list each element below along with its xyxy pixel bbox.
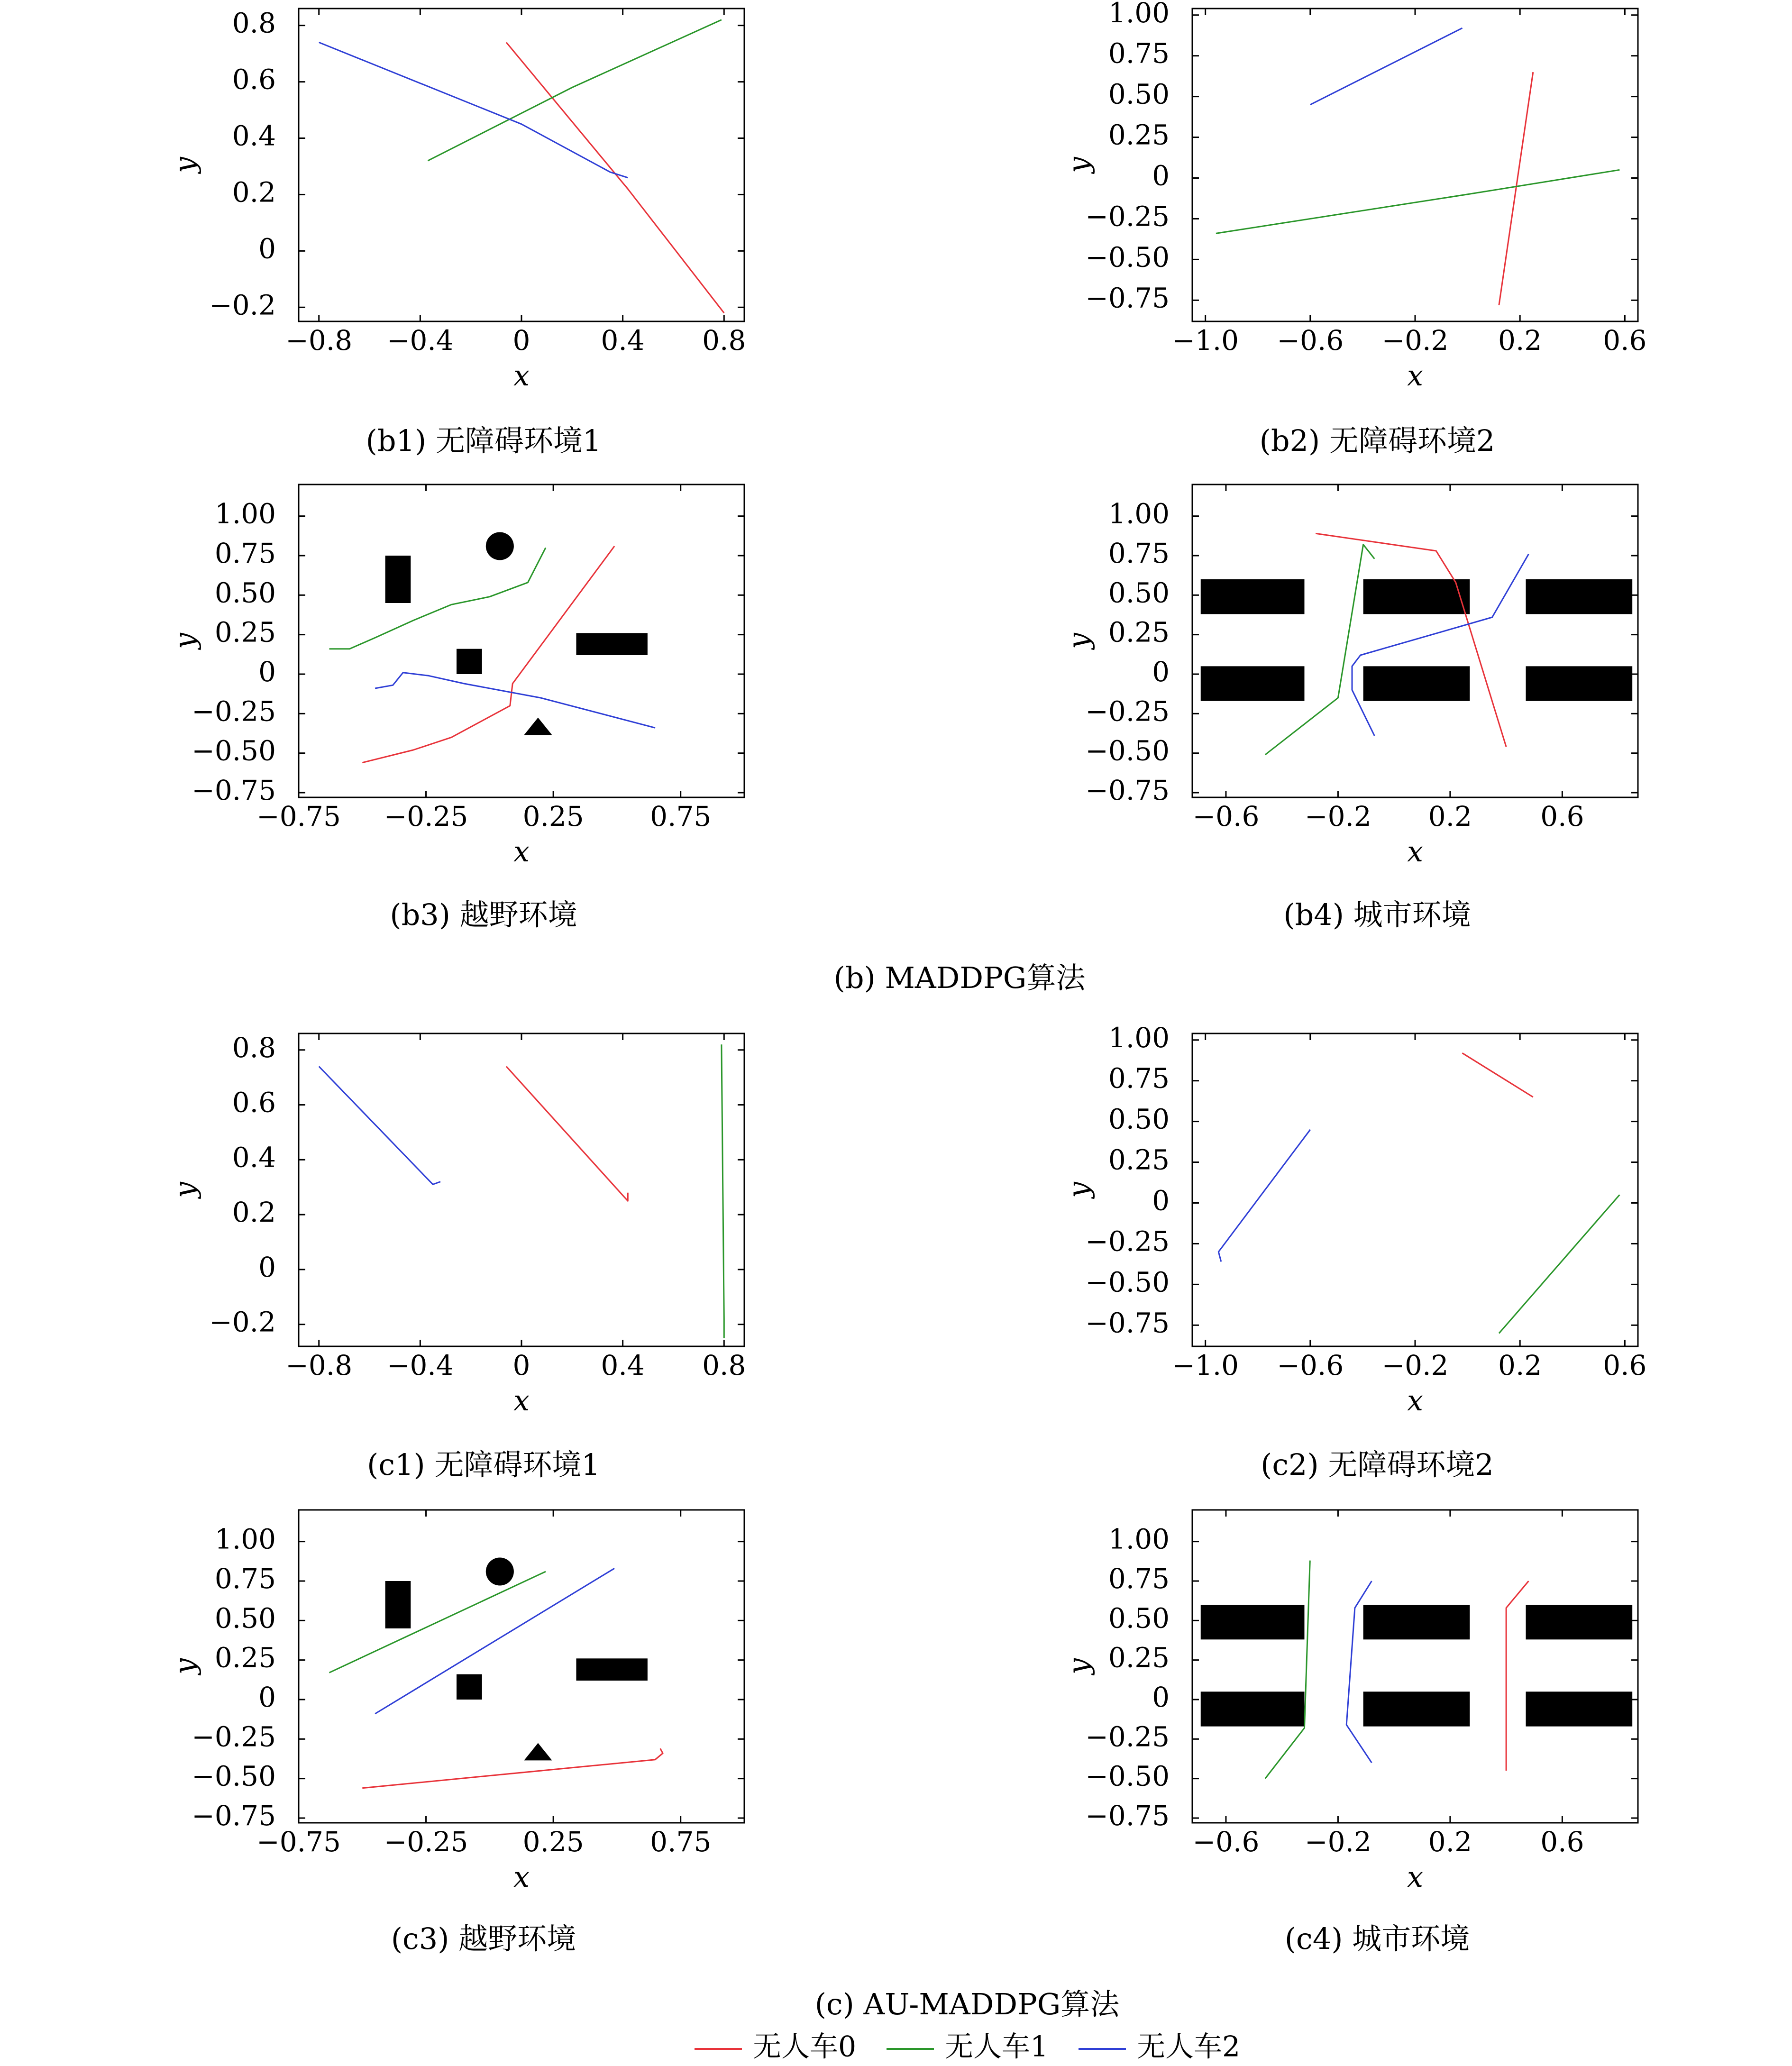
x-axis-label: x <box>1407 1861 1423 1894</box>
obstacle-rect-0 <box>1201 1605 1305 1639</box>
x-axis-label: x <box>1407 835 1423 868</box>
obstacle-rect-5 <box>1526 1691 1633 1726</box>
x-tick-label: −0.25 <box>384 1826 468 1858</box>
y-tick-label: 1.00 <box>214 497 276 530</box>
series-line-0 <box>362 1748 663 1788</box>
y-axis-label: y <box>168 633 202 649</box>
y-tick-label: 0.50 <box>214 1602 276 1635</box>
series-line-2 <box>375 1568 614 1714</box>
series-line-1 <box>1499 1195 1619 1333</box>
y-tick-label: 0.75 <box>1108 1563 1170 1595</box>
y-tick-label: 0.25 <box>214 616 276 649</box>
x-tick-label: 0 <box>512 324 530 357</box>
obstacle-triangle-4 <box>524 1743 552 1761</box>
obstacle-rect-3 <box>1201 666 1305 701</box>
panel-caption: (b3) 越野环境 <box>390 897 577 932</box>
panel-b3 <box>169 485 744 932</box>
y-tick-label: 0.25 <box>1108 616 1170 649</box>
y-tick-label: −0.50 <box>1085 734 1170 767</box>
x-tick-label: 0.25 <box>522 1826 584 1858</box>
obstacle-rect-2 <box>457 649 482 674</box>
panel-caption: (c4) 城市环境 <box>1284 1921 1470 1956</box>
panel-caption: (b2) 无障碍环境2 <box>1259 423 1495 458</box>
obstacle-rect-4 <box>1363 666 1470 701</box>
series-line-2 <box>1310 28 1463 105</box>
x-axis-label: x <box>513 1861 530 1894</box>
x-tick-label: 0.8 <box>702 324 746 357</box>
x-tick-label: −0.2 <box>1381 1349 1449 1381</box>
y-tick-label: 0 <box>1152 1184 1170 1217</box>
panel-c1 <box>169 1032 746 1482</box>
y-tick-label: 0.6 <box>232 63 276 96</box>
y-axis-label: y <box>168 157 202 173</box>
plot-frame <box>299 485 744 797</box>
y-tick-label: 1.00 <box>1108 497 1170 530</box>
y-tick-label: 0.2 <box>232 1196 276 1229</box>
y-axis-label: y <box>1062 1182 1096 1198</box>
y-tick-label: 0.50 <box>1108 1602 1170 1635</box>
y-tick-label: 0 <box>1152 159 1170 192</box>
plot-frame <box>1192 485 1638 797</box>
legend-label-1: 无人车1 <box>945 2030 1049 2064</box>
x-tick-label: 0.4 <box>601 1349 645 1381</box>
y-tick-label: −0.25 <box>1085 695 1170 728</box>
plot-frame <box>299 9 744 321</box>
series-line-0 <box>1463 1053 1533 1097</box>
plot-frame <box>299 1510 744 1823</box>
obstacle-rect-2 <box>457 1674 482 1700</box>
x-tick-label: −0.2 <box>1304 1826 1371 1858</box>
y-axis-label: y <box>1062 1658 1096 1674</box>
y-tick-label: 0.2 <box>232 176 276 209</box>
y-tick-label: −0.50 <box>192 734 276 767</box>
y-tick-label: 0 <box>1152 656 1170 688</box>
y-tick-label: 0.75 <box>214 537 276 570</box>
group-caption-c: (c) AU-MADDPG算法 <box>814 1987 1120 2022</box>
series-line-2 <box>1218 1130 1310 1262</box>
y-tick-label: −0.25 <box>192 695 276 728</box>
series-line-0 <box>506 1067 628 1201</box>
y-tick-label: −0.25 <box>1085 1225 1170 1258</box>
obstacle-triangle-4 <box>524 718 552 735</box>
series-line-1 <box>722 1044 724 1338</box>
series-line-2 <box>319 42 628 177</box>
y-tick-label: 0 <box>258 656 276 688</box>
obstacle-rect-2 <box>1526 1605 1633 1639</box>
obstacle-rect-3 <box>576 633 647 655</box>
y-tick-label: 0.50 <box>214 576 276 609</box>
obstacle-rect-0 <box>385 556 411 603</box>
series-line-0 <box>1506 1581 1528 1771</box>
y-tick-label: −0.75 <box>1085 1800 1170 1832</box>
obstacle-rect-1 <box>1363 579 1470 614</box>
y-axis-label: y <box>1062 633 1096 649</box>
x-tick-label: −0.4 <box>386 324 454 357</box>
x-tick-label: 0.8 <box>702 1349 746 1381</box>
obstacle-rect-3 <box>576 1658 647 1681</box>
obstacle-rect-2 <box>1526 579 1633 614</box>
y-tick-label: 0.25 <box>1108 1143 1170 1176</box>
obstacle-rect-4 <box>1363 1691 1470 1726</box>
y-tick-label: 1.00 <box>214 1523 276 1555</box>
panel-caption: (c2) 无障碍环境2 <box>1261 1447 1494 1482</box>
obstacle-rect-5 <box>1526 666 1633 701</box>
x-tick-label: −0.75 <box>256 800 341 832</box>
obstacle-circle-1 <box>486 1557 514 1585</box>
y-tick-label: 0.8 <box>232 1031 276 1064</box>
y-tick-label: 0.75 <box>214 1563 276 1595</box>
y-tick-label: −0.50 <box>1085 1760 1170 1792</box>
plot-frame <box>1192 1033 1638 1346</box>
y-tick-label: −0.75 <box>1085 282 1170 314</box>
obstacle-rect-0 <box>385 1581 411 1628</box>
panel-c4 <box>1062 1510 1638 1956</box>
y-tick-label: 0.75 <box>1108 537 1170 570</box>
series-line-1 <box>1265 1561 1310 1779</box>
series-line-2 <box>319 1067 440 1185</box>
x-tick-label: 0.2 <box>1428 800 1472 832</box>
x-axis-label: x <box>513 1384 530 1417</box>
x-tick-label: −0.8 <box>285 324 353 357</box>
panel-caption: (c3) 越野环境 <box>391 1921 576 1956</box>
y-tick-label: −0.75 <box>1085 774 1170 807</box>
plot-frame <box>1192 1510 1638 1823</box>
y-tick-label: −0.2 <box>209 1306 276 1338</box>
obstacle-rect-3 <box>1201 1691 1305 1726</box>
x-tick-label: 0.4 <box>601 324 645 357</box>
x-tick-label: 0 <box>512 1349 530 1381</box>
y-tick-label: 0.8 <box>232 7 276 39</box>
x-axis-label: x <box>513 359 530 393</box>
x-tick-label: −0.75 <box>256 1826 341 1858</box>
panel-b2 <box>1062 0 1647 458</box>
y-tick-label: 0 <box>258 232 276 265</box>
x-tick-label: −0.2 <box>1304 800 1371 832</box>
y-tick-label: 0.50 <box>1108 1103 1170 1135</box>
y-axis-label: y <box>168 1182 202 1198</box>
y-tick-label: −0.75 <box>192 774 276 807</box>
y-tick-label: 0.4 <box>232 119 276 152</box>
y-axis-label: y <box>168 1658 202 1674</box>
panel-b4 <box>1062 485 1638 932</box>
obstacle-circle-1 <box>486 532 514 560</box>
y-tick-label: −0.25 <box>1085 1720 1170 1753</box>
x-tick-label: 0.2 <box>1498 324 1542 357</box>
y-tick-label: −0.25 <box>1085 200 1170 233</box>
x-tick-label: −0.25 <box>384 800 468 832</box>
x-tick-label: 0.25 <box>522 800 584 832</box>
y-tick-label: 1.00 <box>1108 0 1170 29</box>
y-tick-label: 0.25 <box>1108 1641 1170 1674</box>
x-tick-label: −0.4 <box>386 1349 454 1381</box>
x-tick-label: −0.2 <box>1381 324 1449 357</box>
y-tick-label: 0 <box>1152 1681 1170 1714</box>
y-tick-label: −0.75 <box>1085 1307 1170 1339</box>
y-tick-label: 0.4 <box>232 1141 276 1174</box>
legend <box>695 2030 1240 2064</box>
y-tick-label: 0.6 <box>232 1086 276 1119</box>
y-tick-label: 0.25 <box>1108 119 1170 151</box>
x-axis-label: x <box>1407 359 1423 393</box>
x-tick-label: 0.6 <box>1540 1826 1584 1858</box>
obstacle-rect-0 <box>1201 579 1305 614</box>
x-tick-label: −1.0 <box>1172 1349 1239 1381</box>
y-tick-label: −0.50 <box>192 1760 276 1792</box>
x-tick-label: −1.0 <box>1172 324 1239 357</box>
y-tick-label: −0.2 <box>209 289 276 321</box>
y-tick-label: 0.50 <box>1108 576 1170 609</box>
x-tick-label: 0.75 <box>650 1826 712 1858</box>
plot-frame <box>299 1033 744 1346</box>
y-axis-label: y <box>1062 157 1096 173</box>
y-tick-label: 0 <box>258 1681 276 1714</box>
obstacle-rect-1 <box>1363 1605 1470 1639</box>
x-tick-label: −0.6 <box>1277 1349 1344 1381</box>
legend-label-0: 无人车0 <box>753 2030 857 2064</box>
x-tick-label: 0.6 <box>1603 1349 1647 1381</box>
y-tick-label: 1.00 <box>1108 1523 1170 1555</box>
x-axis-label: x <box>513 835 530 868</box>
panel-c2 <box>1062 1022 1647 1482</box>
y-tick-label: 0.50 <box>1108 78 1170 110</box>
x-tick-label: 0.6 <box>1540 800 1584 832</box>
series-line-1 <box>1265 545 1375 755</box>
series-line-1 <box>428 20 722 161</box>
y-tick-label: 1.00 <box>1108 1021 1170 1054</box>
y-tick-label: −0.50 <box>1085 1266 1170 1298</box>
plot-frame <box>1192 9 1638 321</box>
y-tick-label: −0.50 <box>1085 241 1170 274</box>
x-tick-label: −0.6 <box>1192 1826 1260 1858</box>
x-axis-label: x <box>1407 1384 1423 1417</box>
y-tick-label: −0.25 <box>192 1720 276 1753</box>
series-line-1 <box>1216 170 1620 233</box>
y-tick-label: 0.75 <box>1108 1062 1170 1095</box>
panel-c3 <box>169 1510 744 1956</box>
x-tick-label: 0.75 <box>650 800 712 832</box>
y-tick-label: −0.75 <box>192 1800 276 1832</box>
x-tick-label: −0.6 <box>1192 800 1260 832</box>
panel-caption: (b1) 无障碍环境1 <box>366 423 602 458</box>
panel-caption: (b4) 城市环境 <box>1283 897 1471 932</box>
series-line-0 <box>506 42 724 313</box>
y-tick-label: 0.75 <box>1108 37 1170 70</box>
panel-caption: (c1) 无障碍环境1 <box>367 1447 600 1482</box>
legend-label-2: 无人车2 <box>1137 2030 1241 2064</box>
x-tick-label: −0.6 <box>1277 324 1344 357</box>
x-tick-label: 0.2 <box>1428 1826 1472 1858</box>
y-tick-label: 0.25 <box>214 1641 276 1674</box>
y-tick-label: 0 <box>258 1251 276 1283</box>
panel-b1 <box>169 7 746 458</box>
x-tick-label: 0.2 <box>1498 1349 1542 1381</box>
series-line-1 <box>329 548 546 649</box>
series-line-1 <box>329 1572 546 1673</box>
group-caption-b: (b) MADDPG算法 <box>833 960 1086 996</box>
x-tick-label: −0.8 <box>285 1349 353 1381</box>
x-tick-label: 0.6 <box>1603 324 1647 357</box>
